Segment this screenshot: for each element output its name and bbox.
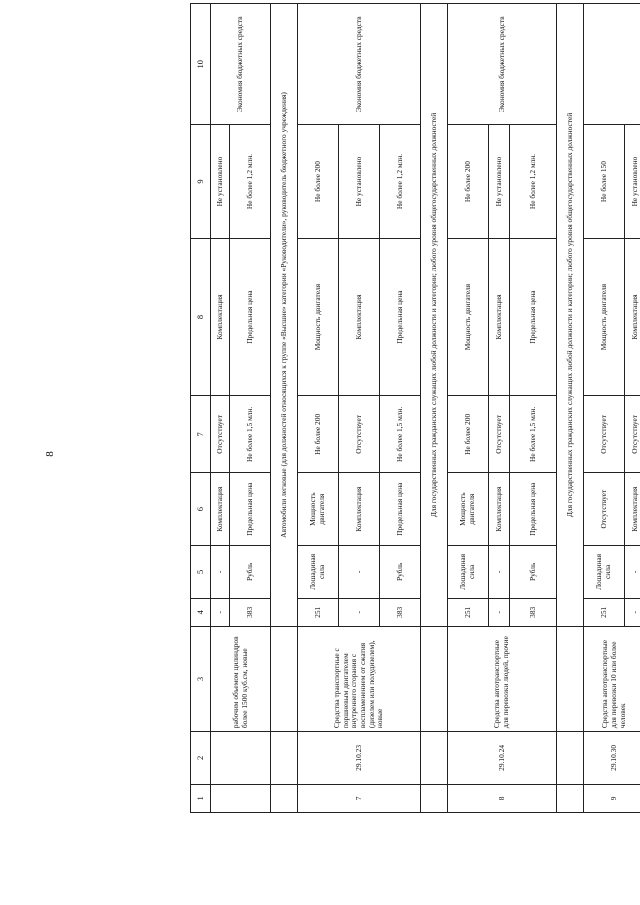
header-row — [191, 4, 211, 813]
cell-num: 9 — [584, 784, 640, 812]
cell-unit-code: - — [625, 598, 640, 626]
cell-value: Отсутствует — [584, 396, 625, 473]
cell-value-2: Не более 150 — [584, 125, 625, 238]
cell-value-2: Не более 200 — [448, 125, 489, 238]
cell-value-2: Не установлено — [625, 125, 640, 238]
cell-characteristic-2: Мощность двигателя — [584, 238, 625, 396]
cell-unit-code: 383 — [230, 598, 271, 626]
cell-name: Средства автотранспортные для перевозки людей, прочие — [448, 626, 557, 731]
rotated-table-wrapper — [190, 3, 639, 813]
cell-unit: Лошадиная сила — [448, 546, 489, 599]
cell-characteristic: Предельная цена — [380, 473, 421, 546]
cell-characteristic-2: Комплектация — [339, 238, 380, 396]
cell-code: 29.10.24 — [448, 732, 557, 785]
group-row — [421, 4, 448, 813]
cell-unit: Рубль — [380, 546, 421, 599]
cell-value-2: Не более 1,2 млн. — [230, 125, 271, 238]
cell-name: Средства транспортные с поршневым двигателем внутреннего сгорания с воспламенением от сжатия (дизелем или полудизелем), новые — [298, 626, 421, 731]
cell-characteristic-2: Мощность двигателя — [448, 238, 489, 396]
cell-characteristic-2: Предельная цена — [510, 238, 557, 396]
cell-unit-code: - — [489, 598, 510, 626]
cell-code: 29.10.23 — [298, 732, 421, 785]
table-row — [584, 4, 625, 813]
cell-characteristic-2: Мощность двигателя — [298, 238, 339, 396]
cell-value-2: Не более 200 — [298, 125, 339, 238]
cell-characteristic-2: Комплектация — [489, 238, 510, 396]
cell-justification: Экономия бюджетных средств — [298, 4, 421, 125]
cell-value: Отсутствует — [625, 396, 640, 473]
cell-num — [211, 784, 271, 812]
cell-characteristic-2: Предельная цена — [230, 238, 271, 396]
cell-value-2: Не установлено — [339, 125, 380, 238]
cell-characteristic-2: Предельная цена — [380, 238, 421, 396]
cell-value-2: Не установлено — [489, 125, 510, 238]
cell-unit: - — [211, 546, 230, 599]
cell-characteristic: Комплектация — [339, 473, 380, 546]
cell-characteristic: Комплектация — [489, 473, 510, 546]
cell-value-2: Не более 1,2 млн. — [510, 125, 557, 238]
cell-characteristic: Комплектация — [625, 473, 640, 546]
cell-num: 7 — [298, 784, 421, 812]
cell-value: Не более 1,5 млн. — [380, 396, 421, 473]
cell-unit: Рубль — [510, 546, 557, 599]
cell-characteristic: Предельная цена — [230, 473, 271, 546]
cell-value-2: Не установлено — [211, 125, 230, 238]
header-cell: 2 — [191, 732, 211, 785]
cell-characteristic: Предельная цена — [510, 473, 557, 546]
cell-unit-code: - — [211, 598, 230, 626]
cell-unit-code: 383 — [510, 598, 557, 626]
cell-characteristic: Мощность двигателя — [448, 473, 489, 546]
cell-unit: - — [339, 546, 380, 599]
group-heading: Для государственных гражданских служащих любой должности и категории; любого уровня общегосударственных должностей — [557, 4, 584, 627]
header-cell: 1 — [191, 784, 211, 812]
cell-value-2: Не более 1,2 млн. — [380, 125, 421, 238]
cell-unit: - — [489, 546, 510, 599]
group-row — [557, 4, 584, 813]
header-cell: 7 — [191, 396, 211, 473]
group-row — [271, 4, 298, 813]
cell-value: Не более 1,5 млн. — [230, 396, 271, 473]
page-number: 8 — [43, 451, 56, 457]
cell-num: 8 — [448, 784, 557, 812]
header-cell: 8 — [191, 238, 211, 396]
cell-unit: Лошадиная сила — [584, 546, 625, 599]
header-cell: 9 — [191, 125, 211, 238]
cell-value: Не более 200 — [448, 396, 489, 473]
cell-unit-code: 251 — [584, 598, 625, 626]
cell-name: рабочим объемом цилиндров более 1500 куб.см, новые — [211, 626, 271, 731]
cell-value: Не более 1,5 млн. — [510, 396, 557, 473]
group-heading: Для государственных гражданских служащих любой должности и категории; любого уровня общегосударственных должностей — [421, 4, 448, 627]
cell-unit-code: 251 — [448, 598, 489, 626]
cell-unit-code: 251 — [298, 598, 339, 626]
cell-value: Отсутствует — [211, 396, 230, 473]
cell-value: Не более 200 — [298, 396, 339, 473]
cell-value: Отсутствует — [339, 396, 380, 473]
cell-characteristic: Комплектация — [211, 473, 230, 546]
cell-justification: Экономия бюджетных средств — [448, 4, 557, 125]
table-row — [298, 4, 339, 813]
cell-code: 29.10.30 — [584, 732, 640, 785]
group-heading: Автомобили легковые (для должностей относящихся к группе «Высшие» категории «Руководители», руководитель бюджетного учреждения) — [271, 4, 298, 627]
cell-unit-code: 383 — [380, 598, 421, 626]
header-cell: 6 — [191, 473, 211, 546]
requirements-table — [190, 3, 640, 813]
cell-code — [211, 732, 271, 785]
cell-unit-code: - — [339, 598, 380, 626]
header-cell: 3 — [191, 626, 211, 731]
cell-characteristic: Мощность двигателя — [298, 473, 339, 546]
cell-name: Средства автотранспортные для перевозки 10 или более человек — [584, 626, 640, 731]
cell-justification — [584, 4, 640, 125]
cell-characteristic: Отсутствует — [584, 473, 625, 546]
cell-value: Отсутствует — [489, 396, 510, 473]
header-cell: 10 — [191, 4, 211, 125]
cell-unit: Лошадиная сила — [298, 546, 339, 599]
cell-unit: Рубль — [230, 546, 271, 599]
table-row — [211, 4, 230, 813]
cell-characteristic-2: Комплектация — [211, 238, 230, 396]
header-cell: 4 — [191, 598, 211, 626]
header-cell: 5 — [191, 546, 211, 599]
cell-justification: Экономия бюджетных средств — [211, 4, 271, 125]
table-row — [448, 4, 489, 813]
cell-unit: - — [625, 546, 640, 599]
cell-characteristic-2: Комплектация — [625, 238, 640, 396]
